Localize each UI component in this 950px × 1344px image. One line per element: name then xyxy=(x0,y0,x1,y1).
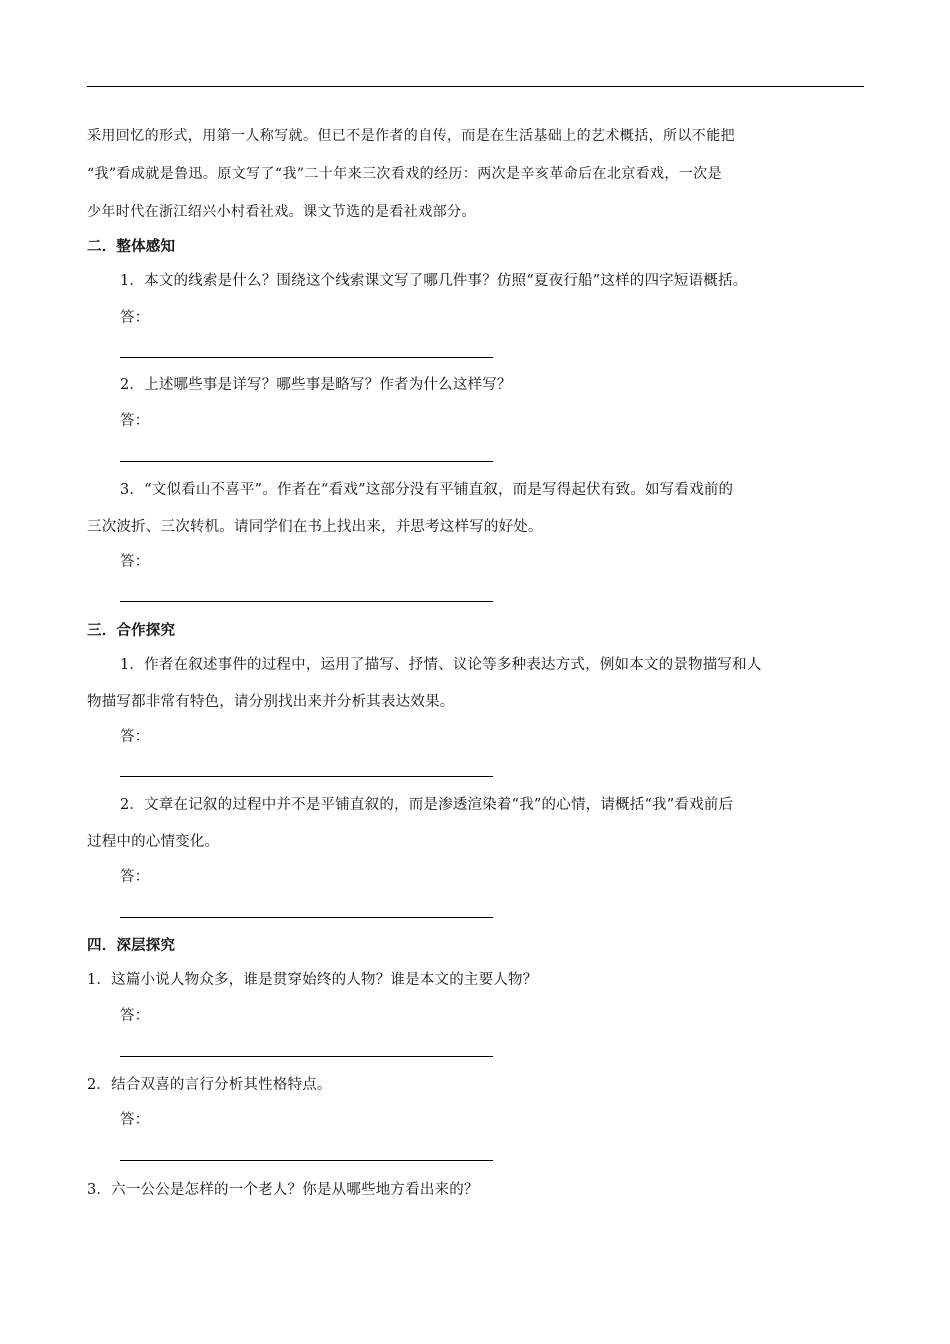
section2-question-2: 2．上述哪些事是详写？哪些事是略写？作者为什么这样写？ xyxy=(120,377,512,393)
answer-line[interactable] xyxy=(120,357,493,358)
answer-line[interactable] xyxy=(120,1160,493,1161)
section4-heading: 四．深层探究 xyxy=(87,938,176,954)
section3-question-2-line-2: 过程中的心情变化。 xyxy=(87,834,220,850)
intro-line-3: 少年时代在浙江绍兴小村看社戏。课文节选的是看社戏部分。 xyxy=(87,204,476,220)
answer-label: 答： xyxy=(120,729,150,745)
answer-line[interactable] xyxy=(120,917,493,918)
answer-label: 答： xyxy=(120,1008,150,1024)
intro-line-1: 采用回忆的形式，用第一人称写就。但已不是作者的自传，而是在生活基础上的艺术概括，所以不能把 xyxy=(87,128,735,144)
header-rule xyxy=(87,86,864,87)
intro-line-2: “我”看成就是鲁迅。原文写了“我”二十年来三次看戏的经历：两次是辛亥革命后在北京看戏，一次是 xyxy=(87,166,723,182)
section2-heading: 二．整体感知 xyxy=(87,239,176,255)
section2-question-1: 1．本文的线索是什么？围绕这个线索课文写了哪几件事？仿照“夏夜行船”这样的四字短语概括。 xyxy=(120,273,748,289)
answer-label: 答： xyxy=(120,554,150,570)
answer-line[interactable] xyxy=(120,1056,493,1057)
section3-question-1-line-1: 1．作者在叙述事件的过程中，运用了描写、抒情、议论等多种表达方式，例如本文的景物描写和人 xyxy=(120,657,762,673)
section3-question-1-line-2: 物描写都非常有特色，请分别找出来并分析其表达效果。 xyxy=(87,694,455,710)
answer-label: 答： xyxy=(120,413,150,429)
section4-question-1: 1．这篇小说人物众多，谁是贯穿始终的人物？谁是本文的主要人物？ xyxy=(87,972,538,988)
answer-line[interactable] xyxy=(120,461,493,462)
section4-question-3: 3．六一公公是怎样的一个老人？你是从哪些地方看出来的？ xyxy=(87,1182,479,1198)
section3-heading: 三．合作探究 xyxy=(87,623,176,639)
answer-label: 答： xyxy=(120,310,150,326)
answer-line[interactable] xyxy=(120,601,493,602)
section2-question-3-line-1: 3．“文似看山不喜平”。作者在“看戏”这部分没有平铺直叙，而是写得起伏有致。如写看戏前的 xyxy=(120,482,734,498)
answer-label: 答： xyxy=(120,1112,150,1128)
section4-question-2: 2．结合双喜的言行分析其性格特点。 xyxy=(87,1077,332,1093)
section2-question-3-line-2: 三次波折、三次转机。请同学们在书上找出来，并思考这样写的好处。 xyxy=(87,519,543,535)
answer-label: 答： xyxy=(120,869,150,885)
section3-question-2-line-1: 2．文章在记叙的过程中并不是平铺直叙的，而是渗透渲染着“我”的心情，请概括“我”看戏前后 xyxy=(120,797,734,813)
answer-line[interactable] xyxy=(120,776,493,777)
